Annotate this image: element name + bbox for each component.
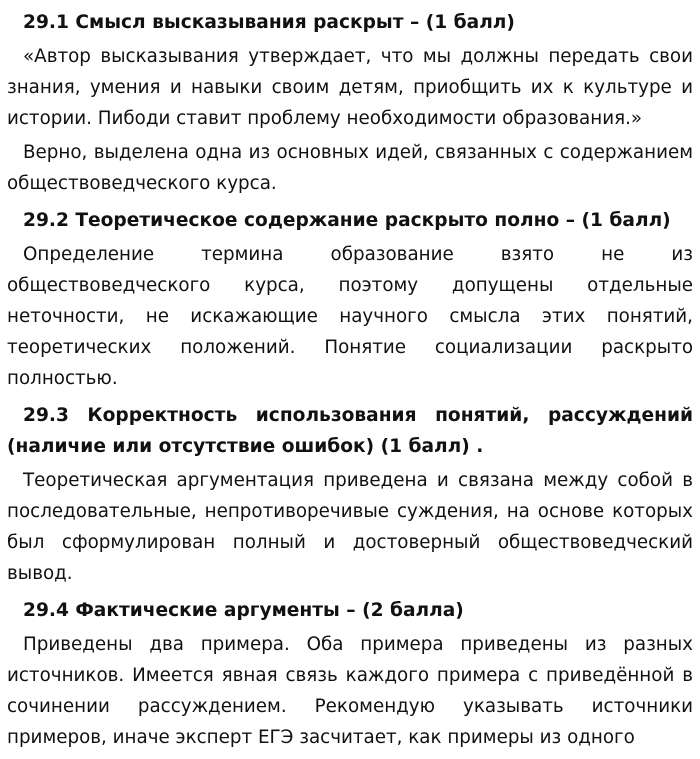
paragraph: Определение термина образование взято не из обществоведческого курса, поэтому допущены отдельные неточности, не искажающие научного смысла этих понятий, теоретических положений. Понятие социализации раскрыто полностью. — [7, 244, 693, 389]
section-29-3 — [7, 394, 693, 589]
section-heading: 29.2 Теоретическое содержание раскрыто полно – (1 балл) — [23, 210, 671, 231]
section-heading: 29.3 Корректность использования понятий, рассуждений (наличие или отсутствие ошибок) (1 балл) . — [7, 405, 693, 457]
section-heading: 29.4 Фактические аргументы – (2 балла) — [23, 600, 464, 621]
section-29-1 — [7, 0, 693, 199]
paragraph: Теоретическая аргументация приведена и связана между собой в последовательные, непротиворечивые суждения, на основе которых был сформулирован полный и достоверный обществоведческий вывод. — [7, 470, 693, 584]
paragraph: Приведены два примера. Оба примера приведены из разных источников. Имеется явная связь каждого примера с приведённой в сочинении рассуждением. Рекомендую указывать источники примеров, иначе эксперт ЕГЭ засчитает, как примеры из одного — [7, 634, 693, 748]
section-29-4 — [7, 589, 693, 753]
paragraph: «Автор высказывания утверждает, что мы должны передать свои знания, умения и навыки своим детям, приобщить их к культуре и истории. Пибоди ставит проблему необходимости образования.» — [7, 46, 693, 129]
paragraph: Верно, выделена одна из основных идей, связанных с содержанием обществоведческого курса. — [7, 142, 693, 194]
section-29-2 — [7, 199, 693, 394]
section-heading: 29.1 Смысл высказывания раскрыт – (1 балл) — [23, 12, 515, 33]
